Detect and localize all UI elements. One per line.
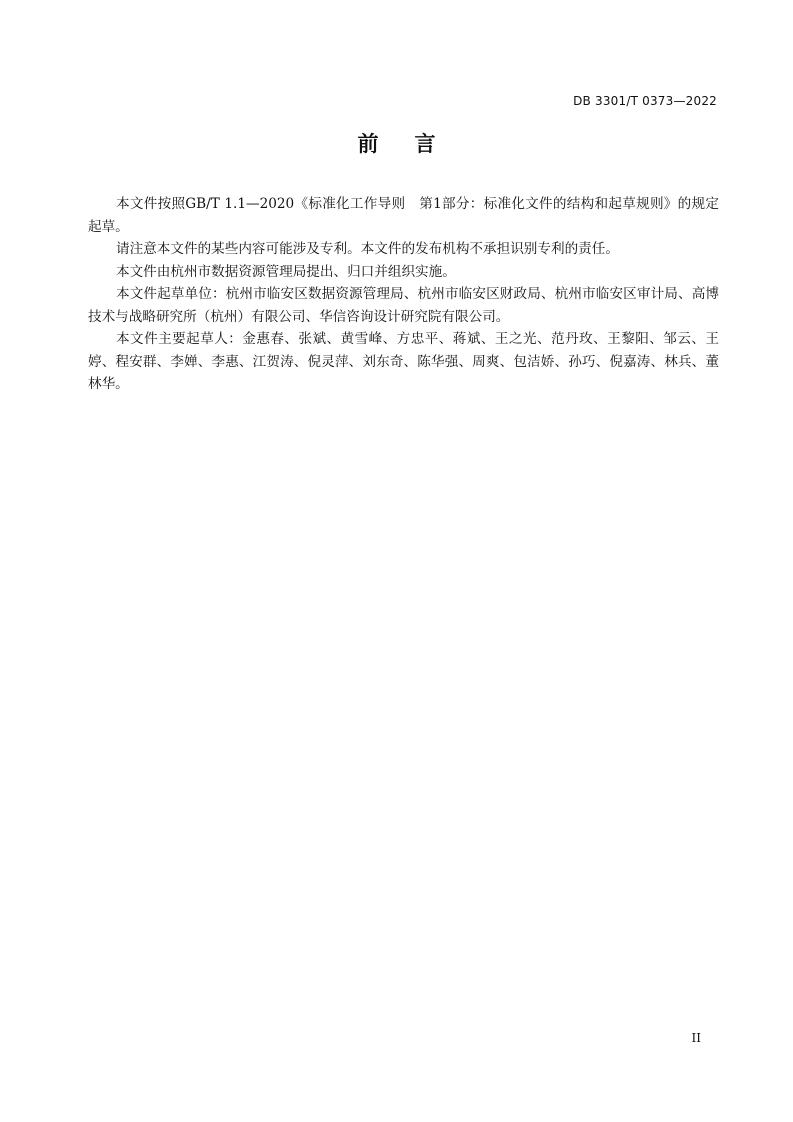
paragraph-drafters: 本文件主要起草人：金惠春、张斌、黄雪峰、方忠平、蒋斌、王之光、范丹玫、王黎阳、邹云、王婷、程安群、李婵、李惠、江贺涛、倪灵萍、刘东奇、陈华强、周爽、包洁娇、孙巧、倪嘉涛、林兵、董林华。 — [88, 331, 719, 392]
paragraph-patent-notice: 请注意本文件的某些内容可能涉及专利。本文件的发布机构不承担识别专利的责任。 — [116, 241, 619, 257]
foreword-body — [88, 193, 719, 396]
page-number: II — [691, 1031, 701, 1045]
document-code: DB 3301/T 0373—2022 — [573, 94, 717, 108]
paragraph-proposer: 本文件由杭州市数据资源管理局提出、归口并组织实施。 — [116, 263, 456, 280]
paragraph-drafting-rules: 本文件按照GB/T 1.1—2020《标准化工作导则 第1部分：标准化文件的结构和起草规则》的规定起草。 — [88, 196, 719, 235]
page-title: 前言 — [357, 132, 472, 156]
paragraph-drafting-units: 本文件起草单位：杭州市临安区数据资源管理局、杭州市临安区财政局、杭州市临安区审计局、高博技术与战略研究所（杭州）有限公司、华信咨询设计研究院有限公司。 — [88, 286, 719, 325]
